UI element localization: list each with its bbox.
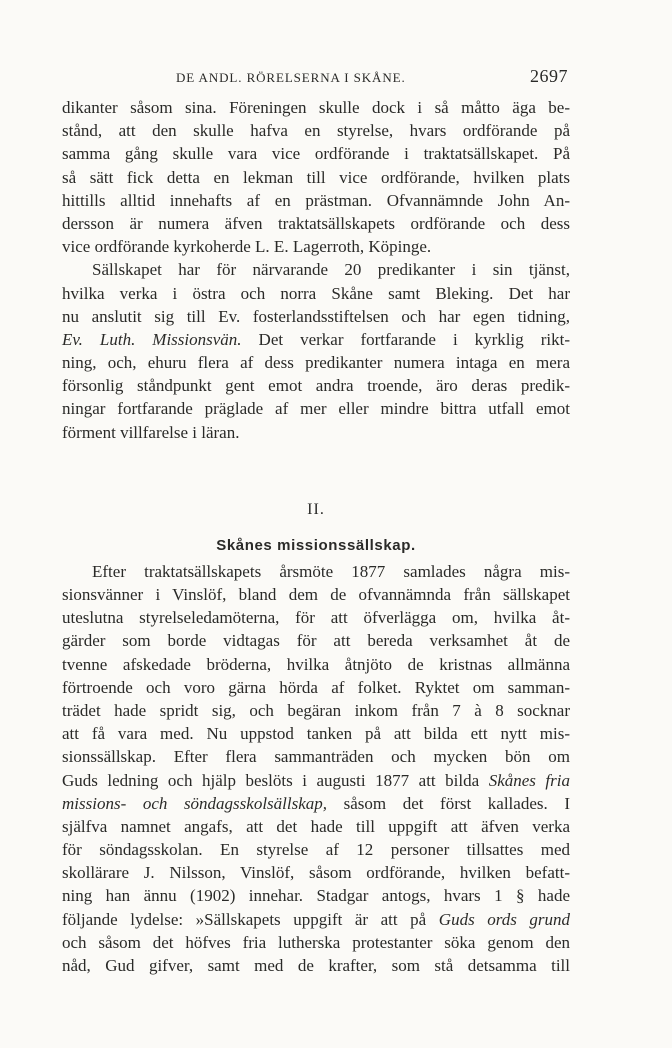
text-line: sionssällskap. Efter flera sammanträden och mycken bön om — [62, 747, 570, 767]
body-text — [62, 96, 570, 977]
paragraph — [62, 258, 570, 444]
section-heading: Skånes missionssällskap. — [216, 536, 416, 554]
page-number: 2697 — [530, 66, 568, 86]
text-line: gärder som borde vidtagas för att bereda verksamhet åt de — [62, 631, 570, 651]
text-line: tvenne afskedade bröderna, hvilka åtnjöto de kristnas allmänna — [62, 654, 570, 674]
text-line: Sällskapet har för närvarande 20 predikanter i sin tjänst, — [92, 260, 570, 280]
text-line: att få vara med. Nu uppstod tanken på att bilda ett nytt mis- — [62, 724, 570, 744]
text-line: för söndagsskolan. En styrelse af 12 personer tillsattes med — [62, 840, 570, 860]
text-line: ning, och, ehuru flera af dess predikanter numera intaga en mera — [62, 353, 570, 373]
book-page — [62, 64, 570, 977]
text-line: stånd, att den skulle hafva en styrelse, hvars ordförande på — [62, 121, 570, 141]
running-title: DE ANDL. RÖRELSERNA I SKÅNE. — [176, 70, 406, 85]
text-segment: såsom det först kallades. I — [327, 793, 570, 813]
society-name: Skånes fria — [488, 770, 570, 790]
text-line: och såsom det höfves fria lutherska protestanter söka genom den — [62, 932, 570, 952]
text-line: hittills alltid innehafts af en prästman. Ofvannämnde John An- — [62, 190, 570, 210]
text-line: dersson är numera äfven traktatsällskapets ordförande och dess — [62, 213, 570, 233]
text-segment: följande lydelse: »Sällskapets uppgift är att på — [62, 909, 439, 929]
text-segment: Det verkar fortfarande i kyrklig rikt- — [241, 329, 570, 349]
paragraph — [62, 96, 570, 258]
text-segment: Guds ledning och hjälp beslöts i augusti 1877 att bilda — [62, 770, 489, 790]
running-head — [62, 64, 570, 86]
text-line: skollärare J. Nilsson, Vinslöf, såsom ordförande, hvilken befatt- — [62, 863, 570, 883]
text-line — [62, 792, 570, 815]
society-name-cont: missions- och söndagsskolsällskap, — [62, 793, 328, 813]
text-line: förtroende och voro gärna hörda af folket. Ryktet om samman- — [62, 677, 570, 697]
text-line: själfva namnet angafs, att det hade till uppgift att äfven verka — [62, 816, 570, 836]
text-line: nåd, Gud gifver, samt med de krafter, som stå detsamma till — [62, 956, 570, 975]
text-line — [62, 769, 570, 792]
paragraph — [62, 560, 570, 977]
text-line: ningar fortfarande präglade af mer eller mindre bittra utfall emot — [62, 399, 570, 419]
text-line: nu anslutit sig till Ev. fosterlandsstiftelsen och har egen tidning, — [62, 306, 570, 326]
text-line: förment villfarelse i läran. — [62, 422, 240, 442]
text-line: trädet hade spridt sig, och begäran inkom från 7 à 8 socknar — [62, 700, 570, 720]
text-line: sionsvänner i Vinslöf, bland dem de ofvannämnda från sällskapet — [62, 585, 570, 604]
text-line: så sätt fick detta en lekman till vice ordförande, hvilken plats — [62, 167, 570, 187]
text-line: uteslutna styrelseledamöterna, för att öfverlägga om, hvilka åt- — [62, 608, 570, 628]
text-line: dikanter såsom sina. Föreningen skulle dock i så måtto äga be- — [62, 98, 570, 117]
text-line — [62, 328, 570, 351]
text-line: försonlig ståndpunkt gent emot andra troende, äro deras predik- — [62, 376, 570, 396]
text-line: ning han ännu (1902) innehar. Stadgar antogs, hvars 1 § hade — [62, 886, 570, 906]
periodical-title: Ev. Luth. Missionsvän. — [62, 329, 242, 349]
text-line — [62, 908, 570, 931]
text-line: hvilka verka i östra och norra Skåne samt Bleking. Det har — [62, 283, 570, 303]
italic-phrase: Guds ords grund — [438, 909, 571, 929]
section-numeral: II. — [307, 500, 325, 518]
text-line: Efter traktatsällskapets årsmöte 1877 samlades några mis- — [92, 561, 570, 581]
text-line: samma gång skulle vara vice ordförande i traktatsällskapet. På — [62, 144, 570, 164]
text-line: vice ordförande kyrkoherde L. E. Lagerroth, Köpinge. — [62, 237, 432, 257]
